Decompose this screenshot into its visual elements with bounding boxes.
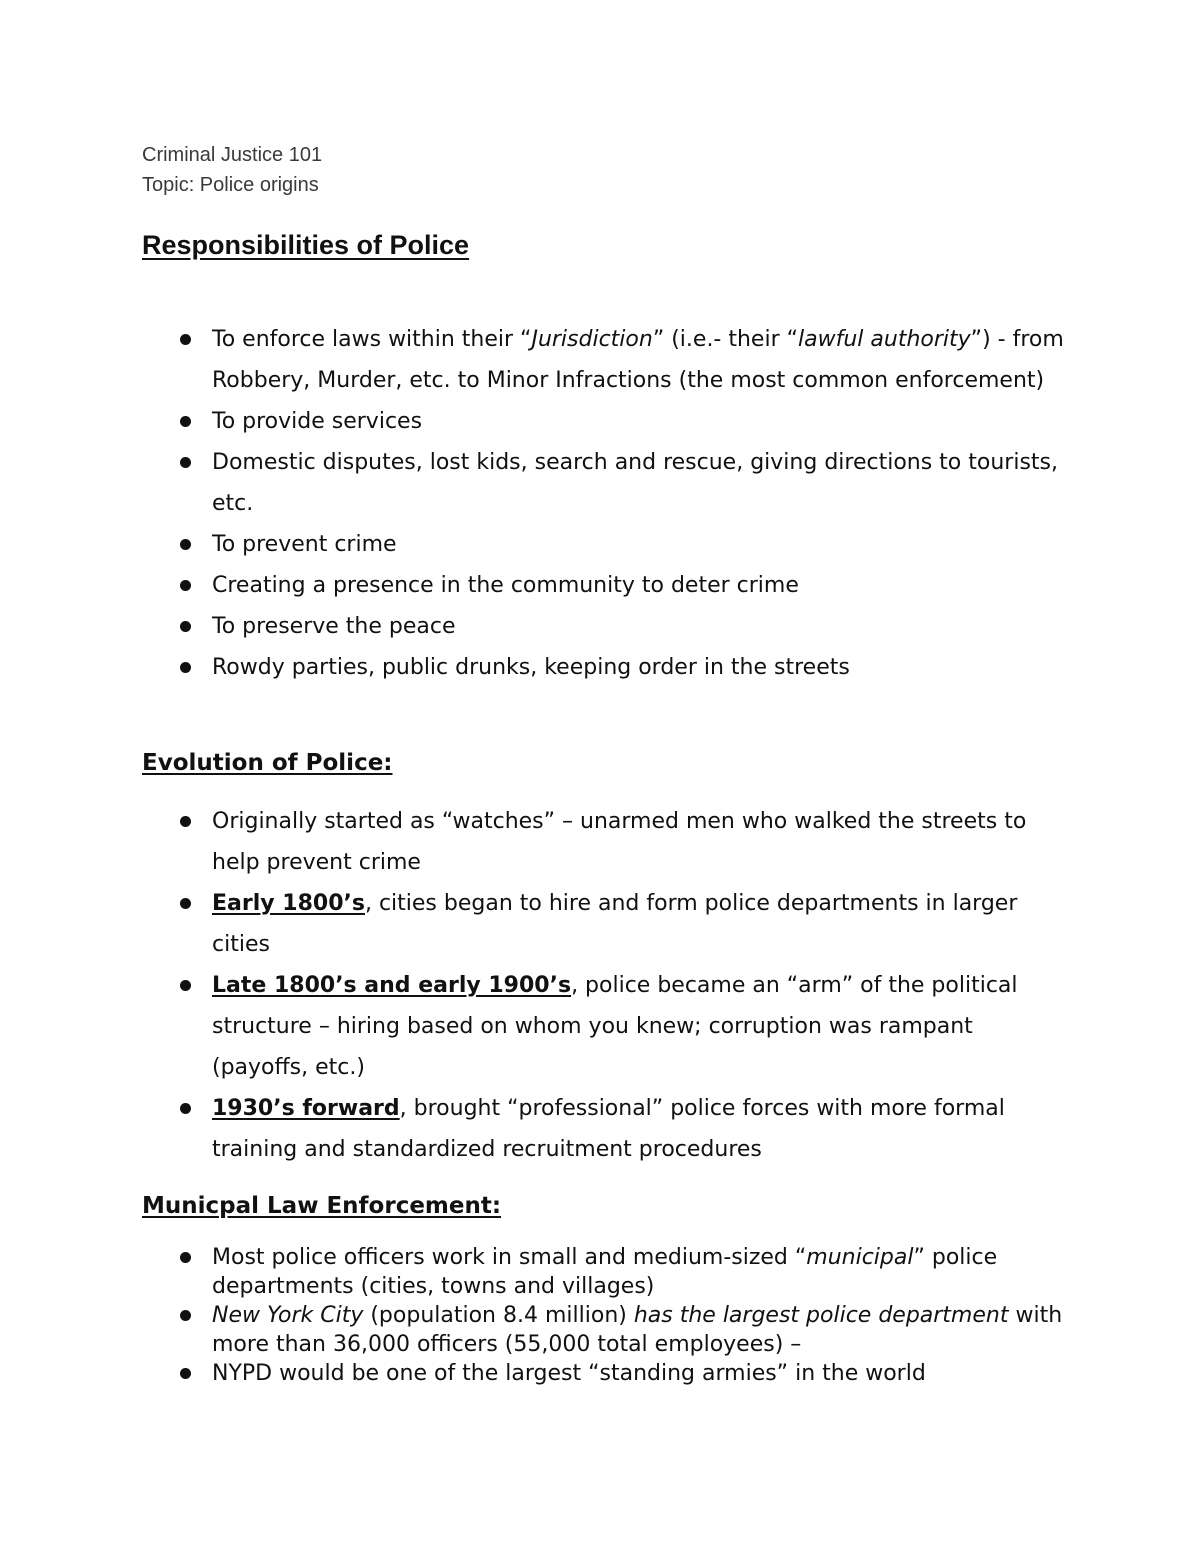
bullet-icon [180, 1252, 191, 1263]
municipal-list [0, 1243, 1072, 1388]
list-item: Most police officers work in small and medium-sized “municipal” police departments (cities, towns and villages) [0, 1243, 1072, 1301]
course-name: Criminal Justice 101 [142, 144, 323, 166]
page-title: Responsibilities of Police [142, 230, 470, 260]
list-item: New York City (population 8.4 million) has the largest police department with more than 36,000 officers (55,000 total employees) – [0, 1301, 1072, 1359]
list-item: Domestic disputes, lost kids, search and rescue, giving directions to tourists, etc. [0, 442, 1072, 524]
list-item: Early 1800’s, cities began to hire and form police departments in larger cities [0, 883, 1072, 965]
bullet-icon [180, 334, 191, 345]
bullet-icon [180, 816, 191, 827]
list-item: To preserve the peace [0, 606, 1072, 647]
list-item: 1930’s forward, brought “professional” police forces with more formal training and standardized recruitment procedures [0, 1088, 1072, 1170]
bullet-icon [180, 980, 191, 991]
bullet-icon [180, 898, 191, 909]
section-heading-evolution: Evolution of Police: [142, 750, 393, 776]
bullet-icon [180, 457, 191, 468]
section-heading-municipal: Municpal Law Enforcement: [142, 1193, 502, 1219]
bullet-icon [180, 416, 191, 427]
bullet-icon [180, 1310, 191, 1321]
bullet-icon [180, 1368, 191, 1379]
bullet-icon [180, 580, 191, 591]
bullet-icon [180, 662, 191, 673]
topic-line: Topic: Police origins [142, 174, 319, 196]
list-item: To prevent crime [0, 524, 1072, 565]
list-item: Creating a presence in the community to deter crime [0, 565, 1072, 606]
bullet-icon [180, 1103, 191, 1114]
evolution-list [0, 801, 1072, 1170]
list-item: NYPD would be one of the largest “standing armies” in the world [0, 1359, 1072, 1388]
responsibilities-list [0, 319, 1072, 688]
bullet-icon [180, 539, 191, 550]
list-item: To provide services [0, 401, 1072, 442]
list-item: Originally started as “watches” – unarmed men who walked the streets to help prevent crime [0, 801, 1072, 883]
list-item: Rowdy parties, public drunks, keeping order in the streets [0, 647, 1072, 688]
list-item: To enforce laws within their “Jurisdiction” (i.e.- their “lawful authority”) - from Robbery, Murder, etc. to Minor Infractions (the most common enforcement) [0, 319, 1072, 401]
list-item: Late 1800’s and early 1900’s, police became an “arm” of the political structure – hiring based on whom you knew; corruption was rampant (payoffs, etc.) [0, 965, 1072, 1088]
bullet-icon [180, 621, 191, 632]
